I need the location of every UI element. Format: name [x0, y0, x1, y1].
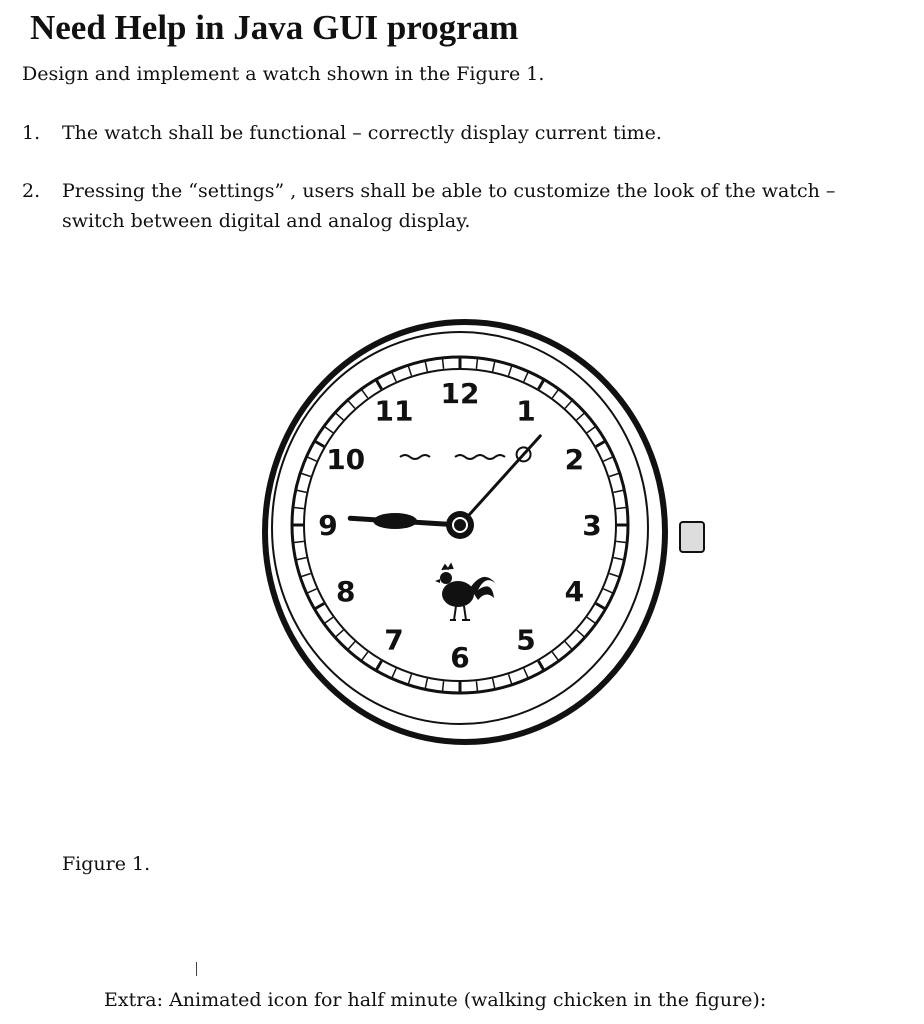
minute-tick — [307, 589, 316, 593]
watch-illustration — [260, 300, 720, 760]
requirement-number: 2. — [22, 180, 41, 202]
minute-tick — [596, 604, 605, 609]
minute-tick — [408, 366, 411, 376]
minute-tick — [392, 372, 396, 381]
minute-tick — [301, 473, 311, 476]
minute-tick — [348, 401, 355, 408]
hour-numeral: 2 — [564, 443, 585, 476]
minute-tick — [552, 390, 558, 398]
requirement-number: 1. — [22, 122, 41, 144]
minute-tick — [614, 490, 624, 492]
minute-tick — [577, 630, 584, 637]
requirement-item — [22, 118, 902, 150]
minute-tick — [297, 558, 307, 560]
minute-tick — [614, 558, 624, 560]
minute-tick — [362, 652, 368, 660]
hour-numeral: 8 — [335, 575, 356, 608]
center-hub — [446, 511, 474, 539]
hour-numeral: 7 — [384, 623, 404, 657]
hour-hand-tip — [373, 513, 417, 529]
minute-tick — [539, 661, 544, 670]
minute-tick — [336, 413, 343, 420]
extra-note: Extra: Animated icon for half minute (walking chicken in the figure): — [104, 989, 767, 1011]
minute-tick — [616, 508, 626, 509]
minute-tick — [493, 362, 495, 372]
stray-mark — [196, 962, 197, 976]
hour-numeral: 3 — [582, 509, 602, 542]
minute-tick — [539, 380, 544, 389]
minute-tick — [294, 541, 304, 542]
minute-tick — [307, 457, 316, 461]
minute-tick — [476, 681, 477, 691]
minute-tick — [443, 681, 444, 691]
minute-tick — [297, 490, 307, 492]
requirement-item — [22, 176, 902, 240]
minute-tick — [377, 380, 382, 389]
hour-numeral: 9 — [318, 509, 338, 542]
hour-numeral: 10 — [326, 443, 366, 476]
minute-tick — [315, 442, 324, 447]
minute-tick — [493, 679, 495, 689]
minute-tick — [524, 668, 528, 677]
hour-numeral: 12 — [440, 377, 480, 410]
dial-scribble — [400, 455, 430, 459]
minute-tick — [609, 473, 619, 476]
minute-tick — [616, 541, 626, 542]
minute-tick — [577, 413, 584, 420]
minute-tick — [325, 617, 333, 623]
hour-numeral: 6 — [450, 641, 470, 674]
minute-tick — [294, 508, 304, 509]
minute-tick — [362, 390, 368, 398]
minute-tick — [609, 574, 619, 577]
minute-tick — [408, 674, 411, 684]
requirement-text: Pressing the “settings” , users shall be able to customize the look of the watch – switch between digital and analog display. — [62, 180, 836, 232]
requirement-text: The watch shall be functional – correctly display current time. — [62, 122, 662, 144]
minute-tick — [587, 427, 595, 433]
minute-tick — [301, 574, 311, 577]
intro-text: Design and implement a watch shown in the Figure 1. — [22, 63, 545, 85]
minute-tick — [336, 630, 343, 637]
minute-tick — [425, 362, 427, 372]
minute-tick — [552, 652, 558, 660]
rooster-icon — [435, 564, 496, 620]
hour-numeral: 4 — [564, 575, 585, 608]
hour-numeral: 11 — [374, 394, 414, 428]
minute-tick — [603, 457, 612, 461]
watch-figure — [260, 300, 720, 760]
minute-tick — [565, 642, 572, 649]
minute-tick — [596, 442, 605, 447]
hour-numeral: 5 — [516, 623, 536, 657]
minute-tick — [476, 359, 477, 369]
minute-tick — [524, 372, 528, 381]
figure-caption: Figure 1. — [62, 853, 151, 875]
minute-tick — [603, 589, 612, 593]
minute-tick — [325, 427, 333, 433]
minute-tick — [587, 617, 595, 623]
minute-tick — [565, 401, 572, 408]
clock-hands — [350, 436, 540, 539]
minute-tick — [377, 661, 382, 670]
minute-tick — [348, 642, 355, 649]
minute-tick — [425, 679, 427, 689]
page-title: Need Help in Java GUI program — [30, 8, 519, 47]
hour-numeral: 1 — [516, 394, 536, 428]
watch-crown — [680, 522, 704, 552]
dial-scribble — [455, 455, 505, 459]
minute-tick — [509, 366, 512, 376]
minute-tick — [443, 359, 444, 369]
minute-tick — [315, 604, 324, 609]
minute-tick — [392, 668, 396, 677]
minute-tick — [509, 674, 512, 684]
